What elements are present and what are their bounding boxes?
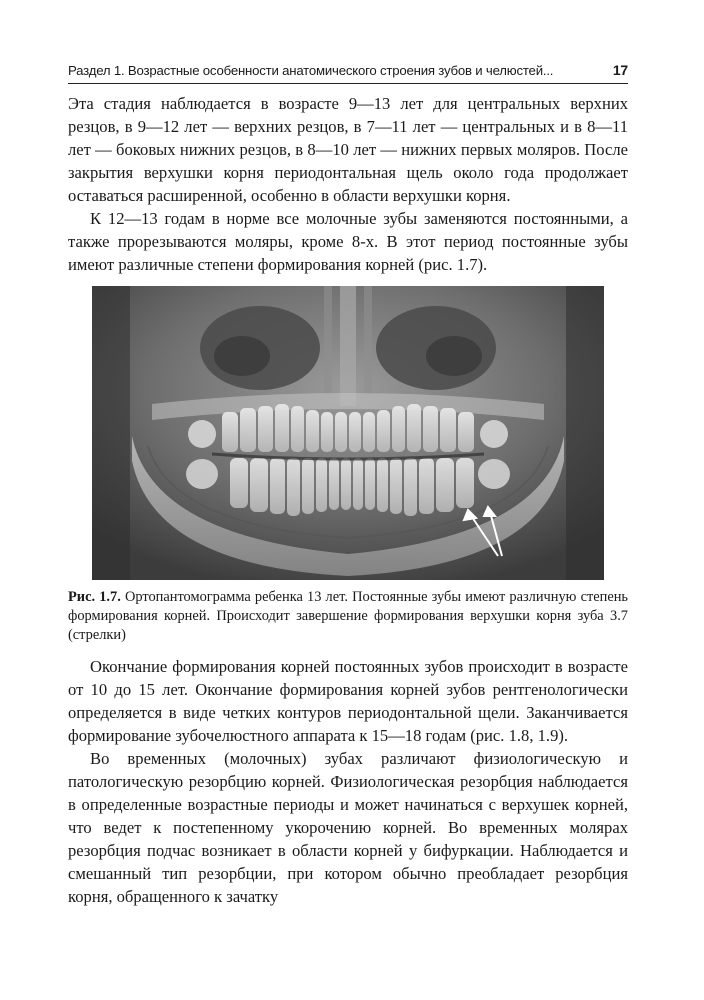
document-page — [68, 62, 628, 908]
body-text-top — [68, 92, 628, 276]
paragraph: Окончание формирования корней постоянных зубов происходит в возрасте от 10 до 15 лет. Окончание формирования корней зубов рентгенологически определяется в виде четких контуров периодонтальной щели. Заканчивается формирование зубочелюстного аппарата к 15—18 годам (рис. 1.8, 1.9). — [68, 657, 628, 745]
paragraph: К 12—13 годам в норме все молочные зубы заменяются постоянными, а также прорезываются моляры, кроме 8-х. В этот период постоянные зубы имеют различные степени формирования корней (рис. 1.7). — [68, 209, 628, 274]
page-number: 17 — [612, 62, 628, 78]
xray-illustration — [92, 286, 604, 580]
caption-text: Ортопантомограмма ребенка 13 лет. Постоянные зубы имеют различную степень формирования корней. Происходит завершение формирования верхушки корня зуба 3.7 (стрелки) — [68, 589, 628, 643]
caption-label: Рис. 1.7. — [68, 589, 121, 605]
body-text-bottom — [68, 655, 628, 908]
panoramic-xray-image — [92, 286, 604, 580]
paragraph: Во временных (молочных) зубах различают физиологическую и патологическую резорбцию корней. Физиологическая резорбция наблюдается в определенные возрастные периоды и может начинаться с верхушек корней, что ведет к постепенному укорочению корней. Во временных молярах резорбция подчас возникает в области корней у бифуркации. Наблюдается и смешанный тип резорбции, при котором обычно преобладает резорбция корня, обращенного к зачатку — [68, 749, 628, 906]
paragraph: Эта стадия наблюдается в возрасте 9—13 лет для центральных верхних резцов, в 9—12 лет — верхних резцов, в 7—11 лет — центральных и в 8—11 лет — боковых нижних резцов, в 8—10 лет — нижних первых моляров. После закрытия верхушки корня периодонтальная щель около года продолжает оставаться расширенной, особенно в области верхушки корня. — [68, 94, 628, 205]
figure-caption — [68, 588, 628, 645]
running-head — [68, 62, 628, 84]
running-title: Раздел 1. Возрастные особенности анатомического строения зубов и челюстей... — [68, 63, 554, 78]
